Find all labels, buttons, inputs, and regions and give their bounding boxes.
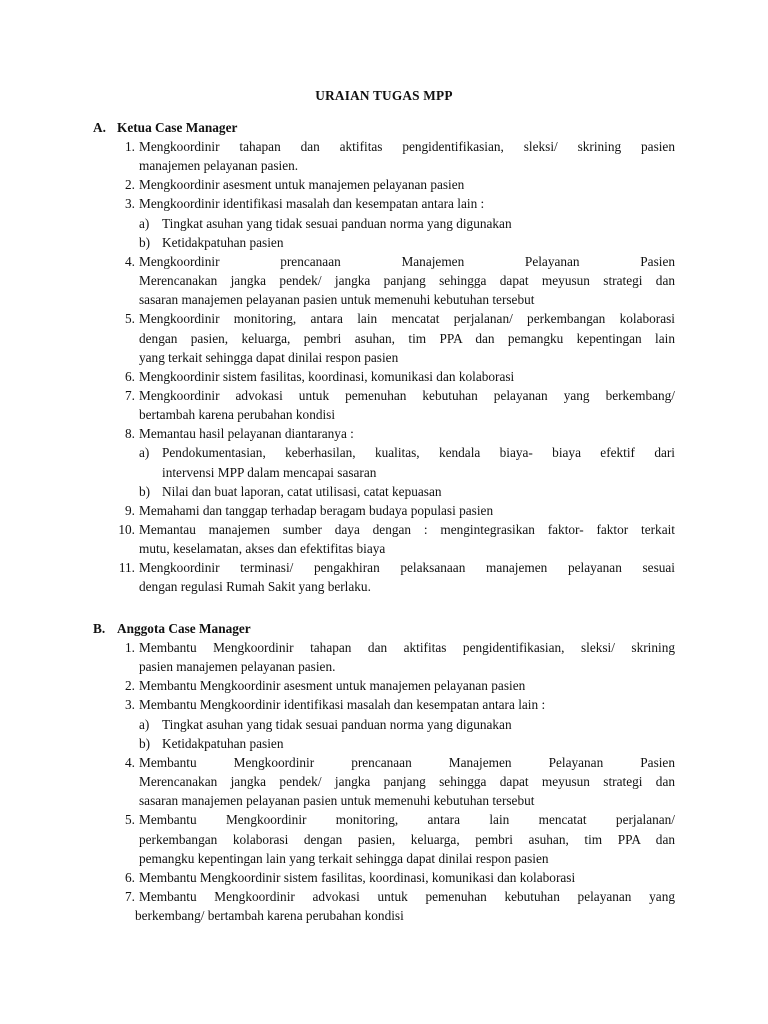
list-item-line: Membantu Mengkoordinir identifikasi masalah dan kesempatan antara lain : — [139, 697, 546, 713]
list-item-line: Mengkoordinir asesment untuk manajemen pelayanan pasien — [139, 177, 465, 193]
list-item-line: berkembang/ bertambah karena perubahan kondisi — [135, 908, 404, 924]
list-item-line: sasaran manajemen pelayanan pasien untuk memenuhi kebutuhan tersebut — [139, 292, 535, 308]
page-title: URAIAN TUGAS MPP — [315, 88, 453, 103]
section-b-heading — [93, 619, 251, 638]
item-number: 6. — [125, 869, 135, 885]
list-item-line: Membantu Mengkoordinir monitoring, antara lain mencatat perjalanan/ — [139, 812, 675, 828]
list-item-line: Membantu Mengkoordinir prencanaan Manajemen Pelayanan Pasien — [139, 754, 675, 770]
list-item-line: Memantau manajemen sumber daya dengan : mengintegrasikan faktor- faktor terkait — [139, 522, 675, 537]
list-item-line: Membantu Mengkoordinir asesment untuk manajemen pelayanan pasien — [139, 678, 526, 694]
sub-item-line: Pendokumentasian, keberhasilan, kualitas, kendala biaya- biaya efektif dari — [162, 445, 675, 461]
item-number: 9. — [125, 502, 135, 518]
item-number: 7. — [125, 387, 135, 403]
sub-item-label: b) — [139, 735, 151, 751]
sub-item-line: Tingkat asuhan yang tidak sesuai panduan norma yang digunakan — [162, 215, 512, 231]
item-number: 1. — [125, 139, 135, 154]
item-number: 7. — [125, 888, 135, 904]
list-item-line: Mengkoordinir advokasi untuk pemenuhan kebutuhan pelayanan yang berkembang/ — [139, 387, 675, 403]
list-item-line: Membantu Mengkoordinir tahapan dan aktifitas pengidentifikasian, sleksi/ skrining — [139, 640, 675, 655]
section-a-heading — [93, 118, 237, 137]
list-item-line: perkembangan kolaborasi dengan pasien, keluarga, pembri asuhan, tim PPA dan — [139, 831, 675, 847]
list-item-line: Membantu Mengkoordinir sistem fasilitas, koordinasi, komunikasi dan kolaborasi — [139, 869, 576, 885]
item-number: 4. — [125, 754, 135, 770]
item-number: 3. — [125, 196, 135, 212]
item-number: 6. — [125, 368, 135, 384]
list-item-line: Merencanakan jangka pendek/ jangka panjang sehingga dapat meyusun strategi dan — [139, 774, 675, 790]
list-item-line: mutu, keselamatan, akses dan efektifitas biaya — [139, 541, 386, 557]
item-number: 5. — [125, 812, 135, 828]
item-number: 1. — [125, 640, 135, 655]
item-number: 10. — [118, 522, 135, 537]
item-number: 11. — [118, 560, 135, 576]
sub-item-line: Nilai dan buat laporan, catat utilisasi, catat kepuasan — [162, 483, 442, 499]
sub-item-line: Ketidakpatuhan pasien — [162, 735, 284, 751]
list-item-line: manajemen pelayanan pasien. — [139, 158, 299, 174]
list-item-line: Memahami dan tanggap terhadap beragam budaya populasi pasien — [139, 502, 494, 518]
sub-item-label: a) — [139, 445, 150, 461]
list-item-line: bertambah karena perubahan kondisi — [139, 407, 336, 423]
list-item-line: Membantu Mengkoordinir advokasi untuk pemenuhan kebutuhan pelayanan yang — [139, 888, 675, 904]
item-number: 4. — [125, 253, 135, 269]
list-item-line: Mengkoordinir prencanaan Manajemen Pelayanan Pasien — [139, 253, 675, 269]
sub-item-line: Tingkat asuhan yang tidak sesuai panduan norma yang digunakan — [162, 716, 512, 732]
item-number: 2. — [125, 678, 135, 694]
item-number: 3. — [125, 697, 135, 713]
list-item-line: Mengkoordinir terminasi/ pengakhiran pelaksanaan manajemen pelayanan sesuai — [139, 560, 675, 576]
list-item-line: Mengkoordinir tahapan dan aktifitas pengidentifikasian, sleksi/ skrining pasien — [139, 139, 675, 154]
section-b-letter: B. — [93, 621, 106, 636]
section-b-title: Anggota Case Manager — [117, 621, 251, 636]
sub-item-label: b) — [139, 483, 151, 499]
list-item-line: Mengkoordinir sistem fasilitas, koordinasi, komunikasi dan kolaborasi — [139, 368, 515, 384]
sub-item-label: a) — [139, 716, 150, 732]
list-item-line: dengan regulasi Rumah Sakit yang berlaku. — [139, 579, 371, 595]
list-item-line: Mengkoordinir monitoring, antara lain mencatat perjalanan/ perkembangan kolaborasi — [139, 311, 675, 327]
list-item-line: sasaran manajemen pelayanan pasien untuk memenuhi kebutuhan tersebut — [139, 793, 535, 809]
list-item-line: Mengkoordinir identifikasi masalah dan kesempatan antara lain : — [139, 196, 485, 212]
list-item-line: pemangku kepentingan lain yang terkait sehingga dapat dinilai respon pasien — [139, 850, 549, 866]
section-a-letter: A. — [93, 120, 106, 135]
list-item-line: pasien manajemen pelayanan pasien. — [139, 659, 336, 675]
sub-item-line: intervensi MPP dalam mencapai sasaran — [162, 464, 377, 480]
sub-item-line: Ketidakpatuhan pasien — [162, 234, 284, 250]
sub-item-label: a) — [139, 215, 150, 231]
list-item-line: Memantau hasil pelayanan diantaranya : — [139, 426, 354, 442]
list-item-line: dengan pasien, keluarga, pembri asuhan, tim PPA dan pemangku kepentingan lain — [139, 330, 675, 346]
list-item-line: yang terkait sehingga dapat dinilai respon pasien — [139, 349, 399, 365]
sub-item-label: b) — [139, 234, 151, 250]
item-number: 5. — [125, 311, 135, 327]
list-item-line: Merencanakan jangka pendek/ jangka panjang sehingga dapat meyusun strategi dan — [139, 273, 675, 289]
item-number: 8. — [125, 426, 135, 442]
item-number: 2. — [125, 177, 135, 193]
section-a-title: Ketua Case Manager — [117, 120, 238, 135]
